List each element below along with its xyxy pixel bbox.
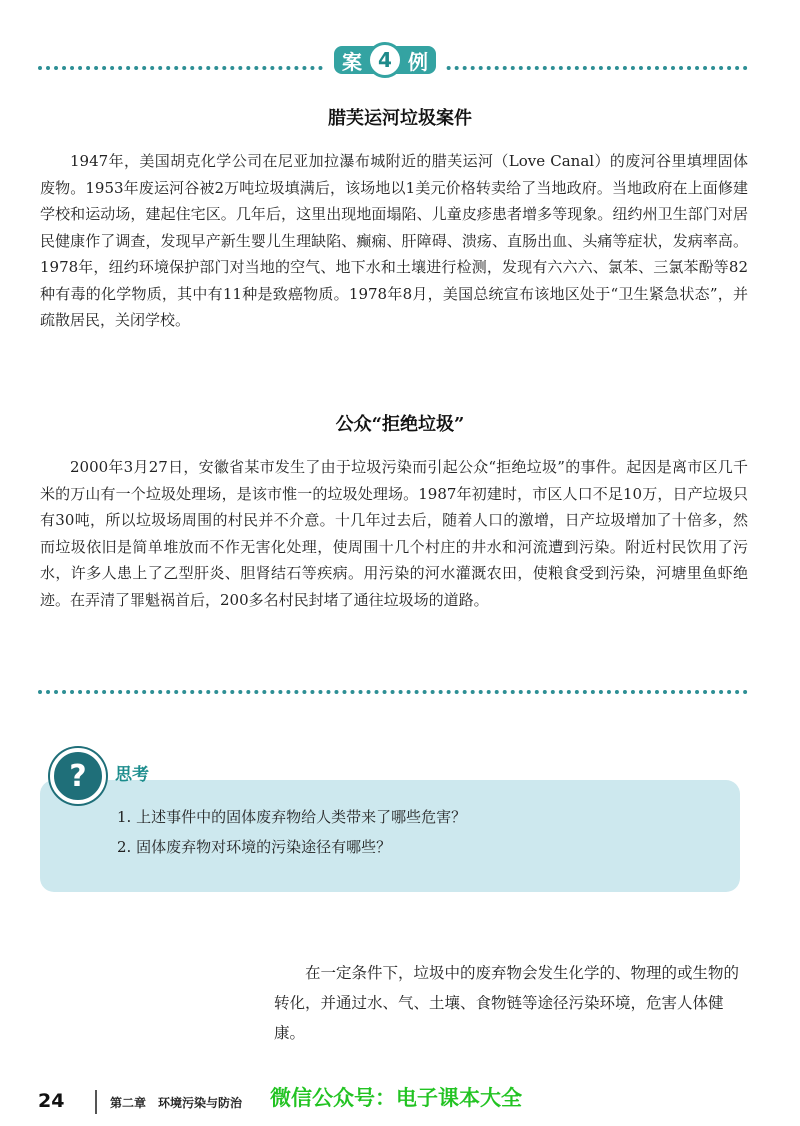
case-banner-right: 例 [408,49,428,74]
dotted-divider-bottom [38,690,748,694]
section2-title: 公众“拒绝垃圾” [335,414,465,435]
question-icon: ? [50,748,106,804]
section1-title: 腊芙运河垃圾案件 [328,108,472,129]
think-label: 思考 [115,765,149,785]
case-banner-left: 案 [342,49,362,74]
think-question-2: 2. 固体废弃物对环境的污染途径有哪些？ [117,838,392,856]
case-banner [325,44,445,76]
watermark-text: 微信公众号：电子课本大全 [270,1086,522,1110]
side-note: 在一定条件下，垃圾中的废弃物会发生化学的、物理的或生物的转化，并通过水、气、土壤、食物链等途径污染环境，危害人体健康。 [274,964,740,1042]
chapter-title: 第二章 环境污染与防治 [110,1096,243,1110]
section1-body: 1947年，美国胡克化学公司在尼亚加拉瀑布城附近的腊芙运河（Love Canal）的废河谷里填埋固体废物。1953年废运河谷被2万吨垃圾填满后，该场地以1美元价格转卖给了当地政府。当地政府在上面修建学校和运动场，建起住宅区。几年后，这里出现地面塌陷、儿童皮疹患者增多等现象。纽约州卫生部门对居民健康作了调查，发现早产新生婴儿生理缺陷、癫痫、肝障碍、溃疡、直肠出血、头痛等症状，发病率高。1978年，纽约环境保护部门对当地的空气、地下水和土壤进行检测，发现有六六六、氯苯、三氯苯酚等82种有毒的化学物质，其中有11种是致癌物质。1978年8月，美国总统宣布该地区处于“卫生紧急状态”，并疏散居民，关闭学校。 [40,152,748,329]
footer-divider [95,1090,97,1114]
page-number: 24 [38,1090,65,1112]
think-question-1: 1. 上述事件中的固体废弃物给人类带来了哪些危害？ [117,808,467,826]
section2-body: 2000年3月27日，安徽省某市发生了由于垃圾污染而引起公众“拒绝垃圾”的事件。起因是离市区几千米的万山有一个垃圾处理场，是该市惟一的垃圾处理场。1987年初建时，市区人口不足10万，日产垃圾只有30吨，所以垃圾场周围的村民并不介意。十几年过去后，随着人口的激增，日产垃圾增加了十倍多，然而垃圾依旧是简单堆放而不作无害化处理，使周围十几个村庄的井水和河流遭到污染。附近村民饮用了污水，许多人患上了乙型肝炎、胆肾结石等疾病。用污染的河水灌溉农田，使粮食受到污染，河塘里鱼虾绝迹。在弄清了罪魁祸首后，200多名村民封堵了通往垃圾场的道路。 [40,458,748,609]
case-number-badge: 4 [367,42,403,78]
